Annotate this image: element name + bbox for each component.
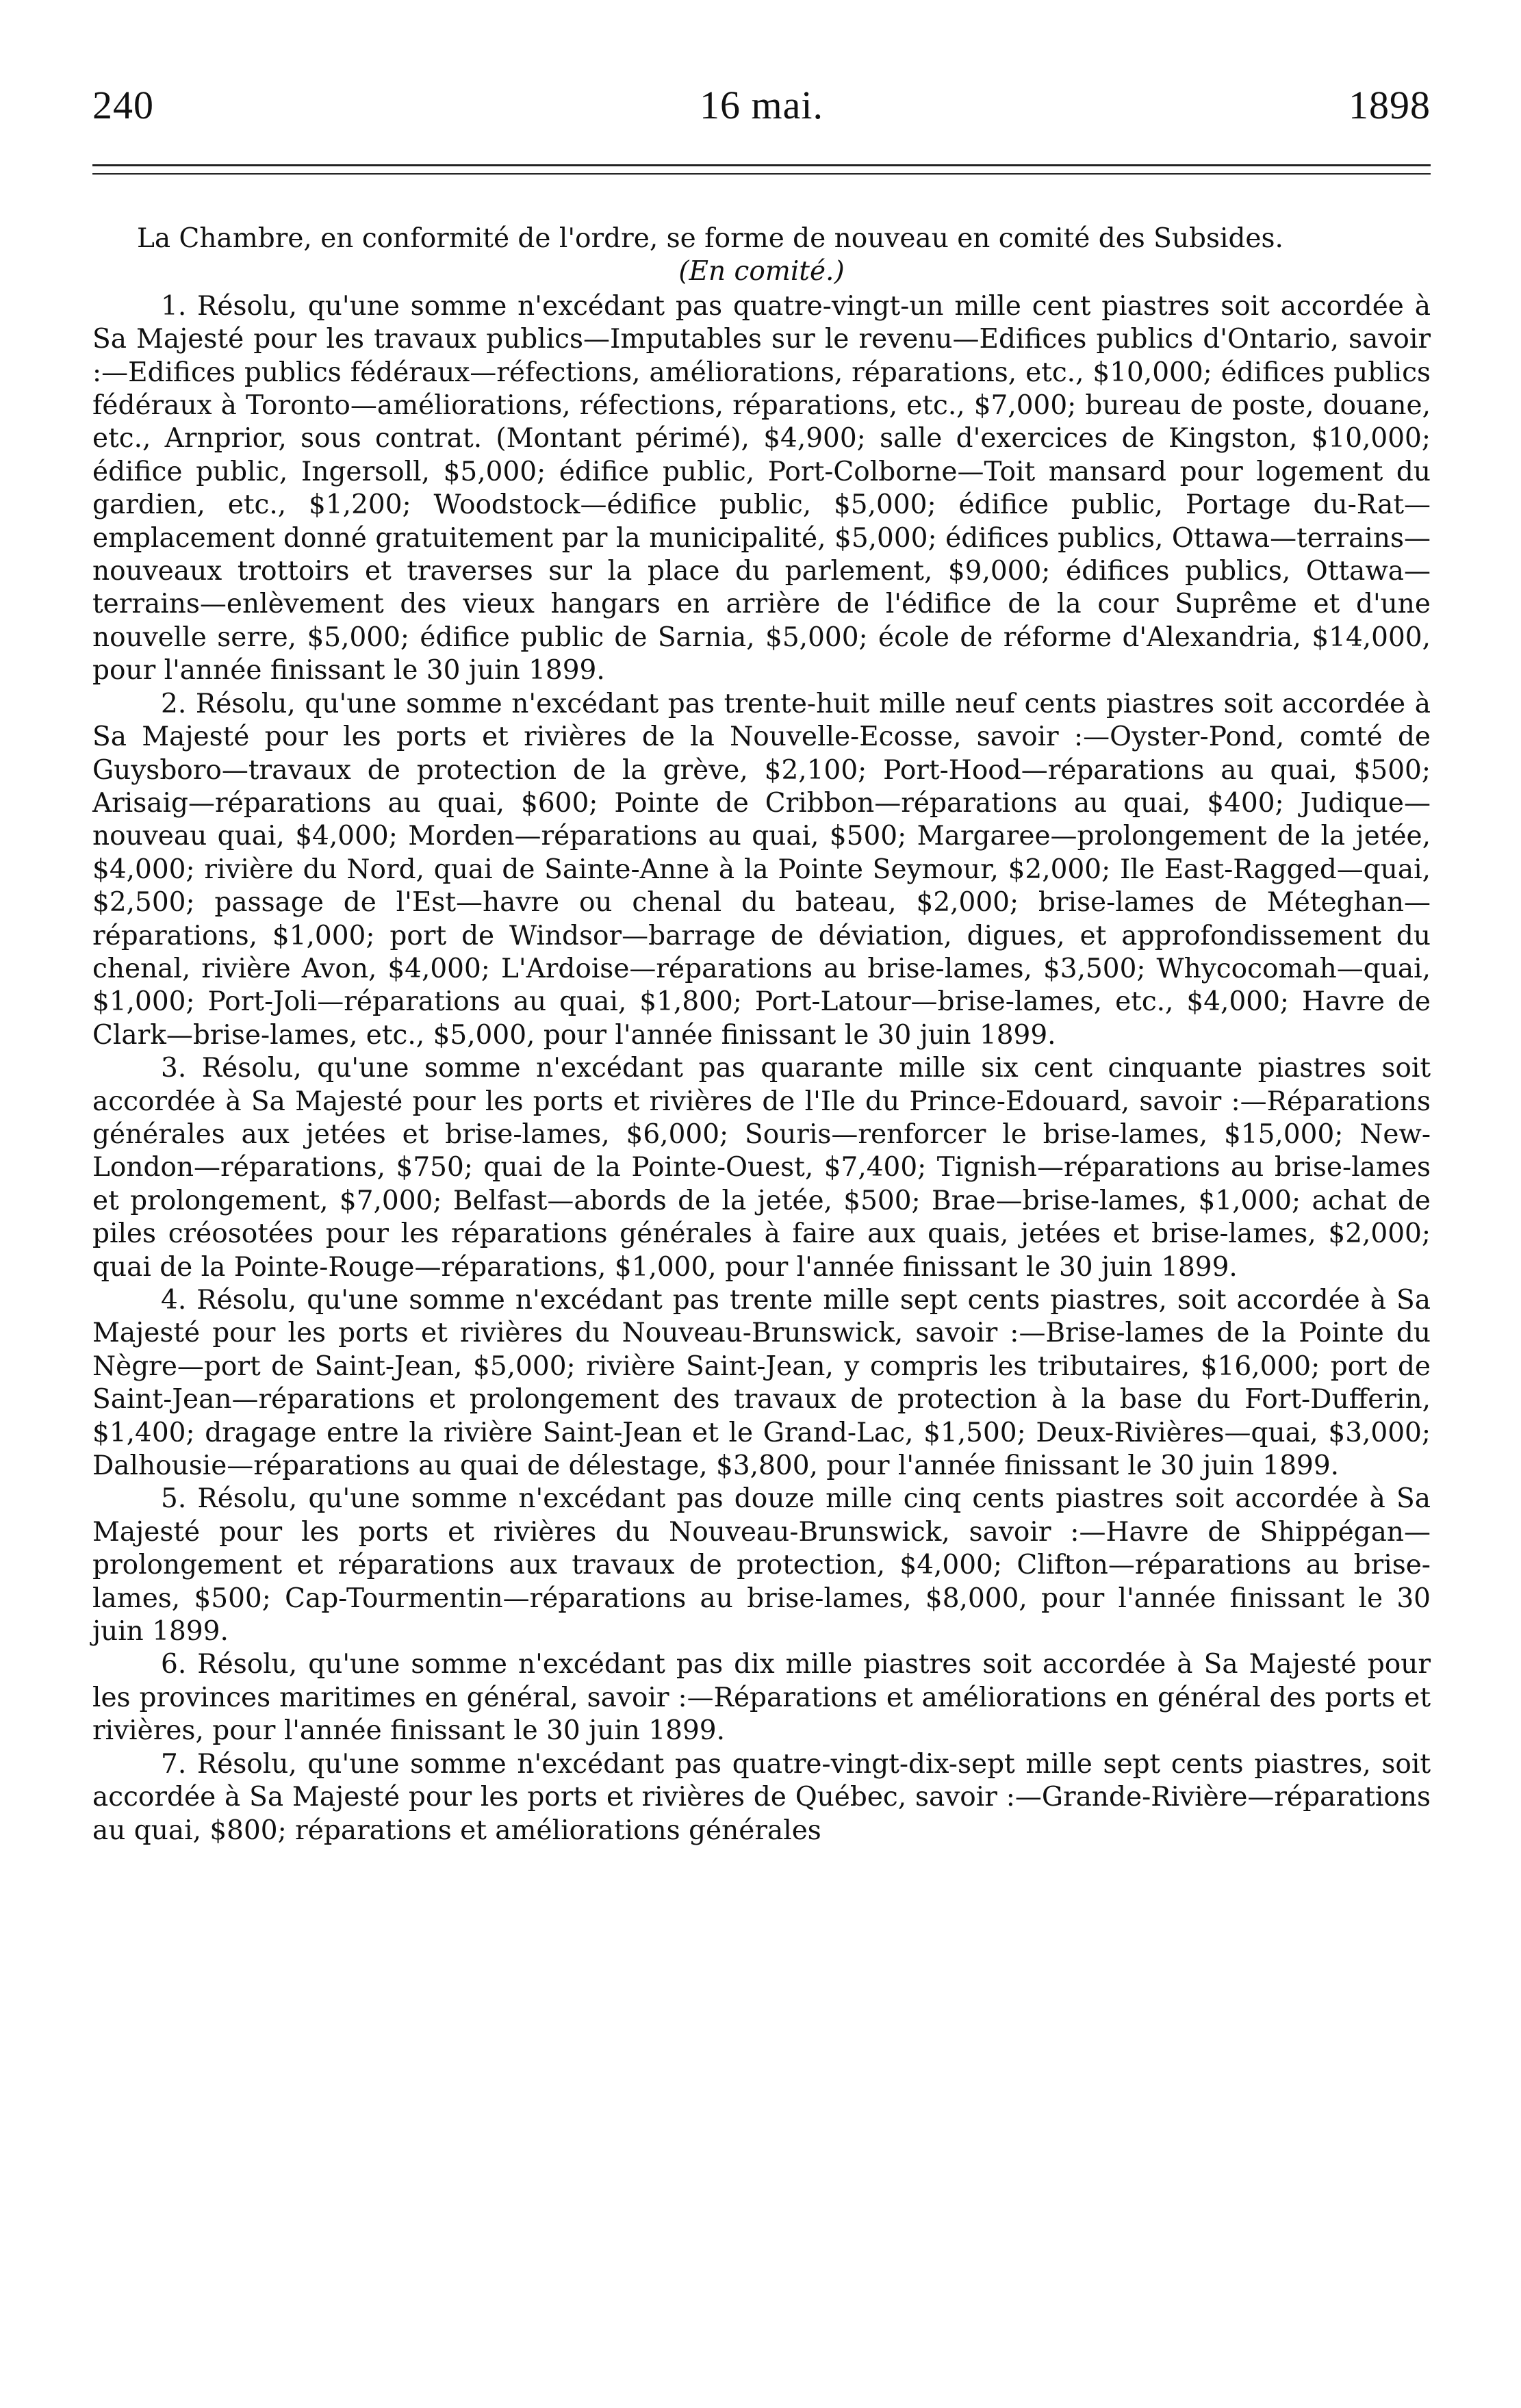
document-page (92, 0, 1431, 2408)
page-year: 1898 (1349, 83, 1431, 127)
intro-paragraph: La Chambre, en conformité de l'ordre, se forme de nouveau en comité des Subsides. (137, 223, 1283, 254)
resolution-6: 6. Résolu, qu'une somme n'excédant pas dix mille piastres soit accordée à Sa Majesté pour les provinces maritimes en général, savoir :—Réparations et améliorations en général des ports et rivières, pour l'année finissant le 30 juin 1899. (92, 1649, 1431, 1747)
document-body (92, 222, 1431, 1847)
resolution-4: 4. Résolu, qu'une somme n'excédant pas trente mille sept cents piastres, soit accordée à Sa Majesté pour les ports et rivières du Nouveau-Brunswick, savoir :—Brise-lames de la Pointe du Nègre—port de Saint-Jean, $5,000; rivière Saint-Jean, y compris les tributaires, $16,000; port de Saint-Jean—réparations et prolongement des travaux de protection à la base du Fort-Dufferin, $1,400; dragage entre la rivière Saint-Jean et le Grand-Lac, $1,500; Deux-Rivières—quai, $3,000; Dalhousie—réparations au quai de délestage, $3,800, pour l'année finissant le 30 juin 1899. (92, 1285, 1431, 1482)
resolution-1: 1. Résolu, qu'une somme n'excédant pas quatre-vingt-un mille cent piastres soit accordée à Sa Majesté pour les travaux publics—Imputables sur le revenu—Edifices publics d'Ontario, savoir :—Edifices publics fédéraux—réfections, améliorations, réparations, etc., $10,000; édifices publics fédéraux à Toronto—améliorations, réfections, réparations, etc., $7,000; bureau de poste, douane, etc., Arnprior, sous contrat. (Montant périmé), $4,900; salle d'exercices de Kingston, $10,000; édifice public, Ingersoll, $5,000; édifice public, Port-Colborne—Toit mansard pour logement du gardien, etc., $1,200; Woodstock—édifice public, $5,000; édifice public, Portage du-Rat—emplacement donné gratuitement par la municipalité, $5,000; édifices publics, Ottawa—terrains—nouveaux trottoirs et traverses sur la place du parlement, $9,000; édifices publics, Ottawa—terrains—enlèvement des vieux hangars en arrière de l'édifice de la cour Suprême et d'une nouvelle serre, $5,000; édifice public de Sarnia, $5,000; école de réforme d'Alexandria, $14,000, pour l'année finissant le 30 juin 1899. (92, 290, 1431, 687)
committee-heading: (En comité.) (678, 256, 845, 287)
page-header (92, 82, 1431, 137)
header-double-rule (92, 164, 1431, 175)
resolution-2: 2. Résolu, qu'une somme n'excédant pas trente-huit mille neuf cents piastres soit accordée à Sa Majesté pour les ports et rivières de la Nouvelle-Ecosse, savoir :—Oyster-Pond, comté de Guysboro—travaux de protection de la grève, $2,100; Port-Hood—réparations au quai, $500; Arisaig—réparations au quai, $600; Pointe de Cribbon—réparations au quai, $400; Judique—nouveau quai, $4,000; Morden—réparations au quai, $500; Margaree—prolongement de la jetée, $4,000; rivière du Nord, quai de Sainte-Anne à la Pointe Seymour, $2,000; Ile East-Ragged—quai, $2,500; passage de l'Est—havre ou chenal du bateau, $2,000; brise-lames de Méteghan—réparations, $1,000; port de Windsor—barrage de déviation, digues, et approfondissement du chenal, rivière Avon, $4,000; L'Ardoise—réparations au brise-lames, $3,500; Whycocomah—quai, $1,000; Port-Joli—réparations au quai, $1,800; Port-Latour—brise-lames, etc., $4,000; Havre de Clark—brise-lames, etc., $5,000, pour l'année finissant le 30 juin 1899. (92, 688, 1431, 1051)
resolution-7: 7. Résolu, qu'une somme n'excédant pas quatre-vingt-dix-sept mille sept cents piastres, soit accordée à Sa Majesté pour les ports et rivières de Québec, savoir :—Grande-Rivière—réparations au quai, $800; réparations et améliorations générales (92, 1748, 1431, 1846)
resolution-5: 5. Résolu, qu'une somme n'excédant pas douze mille cinq cents piastres soit accordée à Sa Majesté pour les ports et rivières du Nouveau-Brunswick, savoir :—Havre de Shippégan—prolongement et réparations aux travaux de protection, $4,000; Clifton—réparations au brise-lames, $500; Cap-Tourmentin—réparations au brise-lames, $8,000, pour l'année finissant le 30 juin 1899. (92, 1483, 1431, 1648)
resolution-3: 3. Résolu, qu'une somme n'excédant pas quarante mille six cent cinquante piastres soit accordée à Sa Majesté pour les ports et rivières de l'Ile du Prince-Edouard, savoir :—Réparations générales aux jetées et brise-lames, $6,000; Souris—renforcer le brise-lames, $15,000; New-London—réparations, $750; quai de la Pointe-Ouest, $7,400; Tignish—réparations au brise-lames et prolongement, $7,000; Belfast—abords de la jetée, $500; Brae—brise-lames, $1,000; achat de piles créosotées pour les réparations générales à faire aux quais, jetées et brise-lames, $2,000; quai de la Pointe-Rouge—réparations, $1,000, pour l'année finissant le 30 juin 1899. (92, 1053, 1431, 1283)
page-number: 240 (92, 83, 154, 127)
page-date: 16 mai. (700, 83, 823, 127)
